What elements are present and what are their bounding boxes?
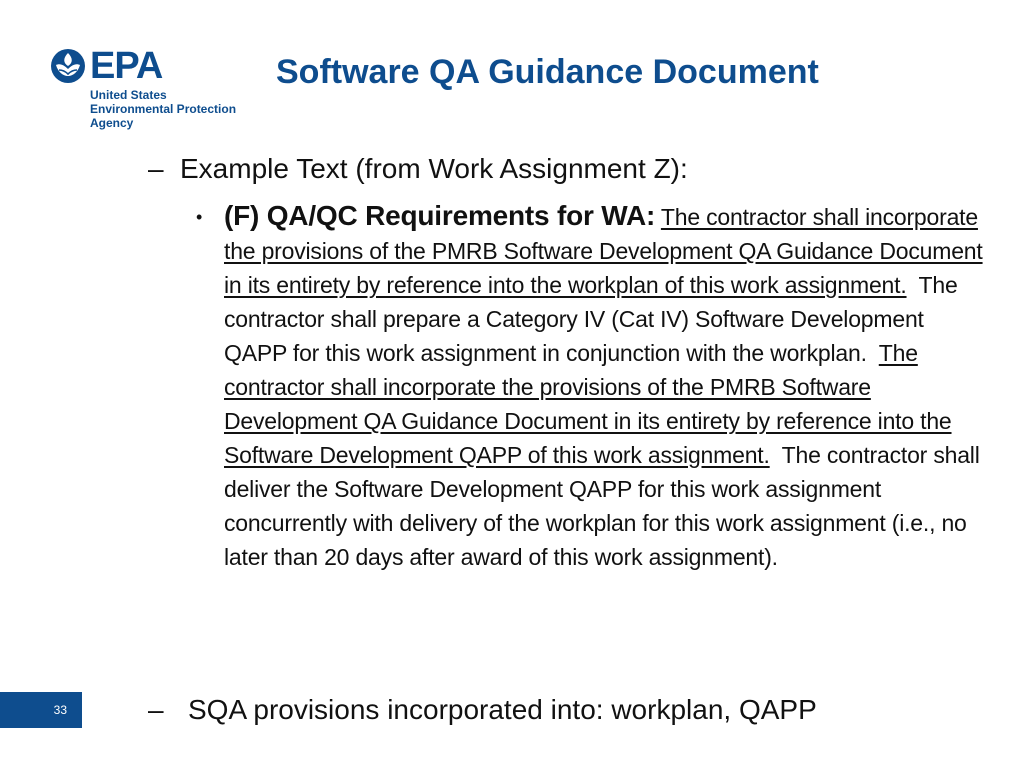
- slide-title: Software QA Guidance Document: [276, 53, 819, 91]
- bullet-item-requirements: [196, 199, 986, 574]
- underlined-text: The contractor shall incorporate the provisions of the PMRB Software Development QA Guidance Document in its entirety by reference into the workplan of this work assignment.: [224, 204, 983, 298]
- level1-item-sqa: [148, 692, 817, 728]
- agency-name: [90, 88, 236, 130]
- agency-name-line: United States: [90, 88, 167, 102]
- page-number: 33: [0, 692, 82, 728]
- level1-item-text: Example Text (from Work Assignment Z):: [180, 153, 688, 184]
- body-text: The contractor shall deliver the Software Development QAPP for this work assignment concurrently with delivery of the workplan for this work assignment (i.e., no later than 20 days after award of this work assignment).: [224, 442, 980, 570]
- dash-marker: –: [148, 694, 164, 725]
- level1-item-text: SQA provisions incorporated into: workplan, QAPP: [188, 694, 817, 725]
- epa-logo: [50, 45, 250, 132]
- epa-flower-icon: [50, 48, 86, 84]
- bullet-marker: •: [196, 207, 203, 227]
- agency-name-line: Agency: [90, 116, 134, 130]
- underlined-text: The contractor shall incorporate the provisions of the PMRB Software Development QA Guidance Document in its entirety by reference into the Software Development QAPP of this work assignment.: [224, 340, 952, 468]
- level1-item-example: [148, 152, 688, 186]
- bullet-body: [224, 199, 986, 574]
- body-text: The contractor shall prepare a Category IV (Cat IV) Software Development QAPP for this work assignment in conjunction with the workplan.: [224, 272, 958, 366]
- agency-name-line: Environmental Protection: [90, 102, 237, 116]
- dash-marker: –: [148, 153, 164, 184]
- bullet-lead: (F) QA/QC Requirements for WA:: [224, 200, 656, 231]
- epa-wordmark: EPA: [90, 45, 163, 87]
